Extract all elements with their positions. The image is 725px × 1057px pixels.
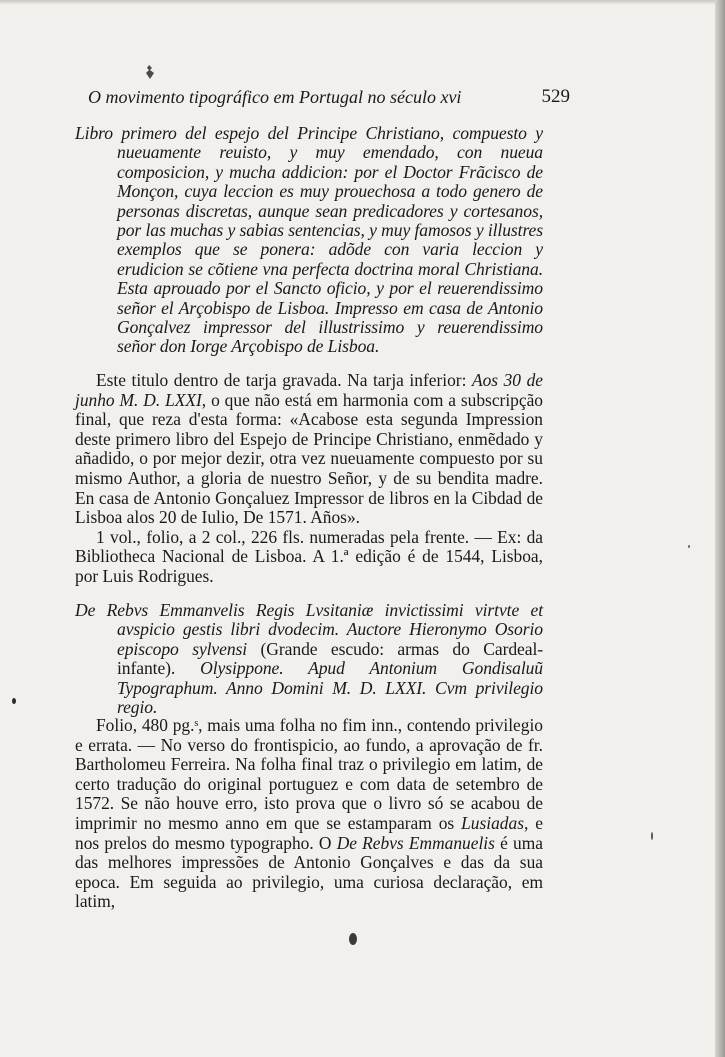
ink-mark-top: [143, 64, 157, 80]
ink-speck: [12, 698, 16, 704]
entry-1-desc-b: o que não está em harmonia com a subscripção final, que reza d'esta forma: «Acabose esta segunda Impression deste primero libro del Espejo de Principe Christiano, enmẽdado y añadido, o por mejor dezir, otra vez nueuamente compuesto por su mismo Author, a gloria de nuestro Señor, y de su bendita madre. En casa de Antonio Gonçaluez Impressor de libros en la Cibdad de Lisboa alos 20 de Iulio, De 1571. Años».: [75, 389, 543, 528]
entry-2-title: [75, 601, 543, 717]
entry-1-description-text: [75, 371, 543, 528]
entry-2-title-text: [75, 601, 543, 717]
entry-1-desc-date: Aos 30 de junho M. D. LXXI,: [75, 370, 543, 410]
entry-2-title-b: (Grande escudo: armas do Cardeal-infante).: [117, 638, 543, 679]
entry-2-desc-derebvs: De Rebvs Emmanuelis: [336, 832, 495, 853]
entry-2-description-text: [75, 716, 543, 912]
page-right-edge: [715, 0, 725, 1057]
entry-2-desc-b: e nos prelos do mesmo typographo. O: [75, 812, 543, 853]
ink-speck: [688, 545, 690, 548]
entry-2-description: [75, 716, 543, 912]
entry-2-title-a: De Rebvs Emmanvelis Regis Lvsitaniæ invictissimi virtvte et avspicio gestis libri dvodecim. Auctore Hieronymo Osorio episcopo sylvensi: [75, 600, 543, 659]
entry-1-title: [75, 124, 543, 357]
running-header: [88, 84, 570, 110]
ink-speck: [651, 832, 653, 840]
entry-2-title-c: Olysippone. Apud Antonium Gondisaluũ Typographum. Anno Domini M. D. LXXI. Cvm privilegio regio.: [117, 658, 543, 718]
ink-mark-bottom: [347, 932, 359, 946]
page-top-edge: [0, 0, 715, 5]
entry-1-collation: 1 vol., folio, a 2 col., 226 fls. numeradas pela frente. — Ex: da Bibliotheca Nacional de Lisboa. A 1.ª edição é de 1544, Lisboa, por Luis Rodrigues.: [75, 526, 543, 586]
entry-2-desc-c: é uma das melhores impressões de Antonio Gonçalves e das da sua epoca. Em seguida ao privilegio, uma curiosa declaração, em latim,: [75, 832, 543, 912]
page-number: 529: [541, 86, 570, 107]
entry-1-description: [75, 371, 543, 587]
entry-2-desc-a: Folio, 480 pg.ˢ, mais uma folha no fim inn., contendo privilegio e errata. — No verso do frontispicio, ao fundo, a aprovação de fr. Bartholomeu Ferreira. Na folha final traz o privilegio em latim, de certo tradução do original portuguez e com data de setembro de 1572. Se não houve erro, isto prova que o livro só se acabou de imprimir no mesmo anno em que se estamparam os: [75, 715, 543, 833]
entry-2-desc-lusiadas: Lusiadas,: [461, 812, 529, 833]
entry-1-title-text: Libro primero del espejo del Principe Christiano, compuesto y nueuamente reuisto, y muy emendado, con nueua composicion, y mucha addicion: por el Doctor Frãcisco de Monçon, cuya leccion es muy prouechosa a todo genero de personas discretas, aunque sean predicadores y cortesanos, por las muchas y sabias sentencias, y muy famosos y illustres exemplos que se ponera: adõde con varia leccion y erudicion se cõtiene vna perfecta doctrina moral Christiana. Esta aprouado por el Sancto oficio, y por el reuerendissimo señor el Arçobispo de Lisboa. Impresso em casa de Antonio Gonçalvez impressor del illustrissimo y reuerendissimo señor don Iorge Arçobispo de Lisboa.: [75, 123, 543, 357]
entry-1-desc-a: Este titulo dentro de tarja gravada. Na tarja inferior:: [96, 370, 472, 390]
running-title: O movimento tipográfico em Portugal no século xvi: [88, 87, 462, 107]
